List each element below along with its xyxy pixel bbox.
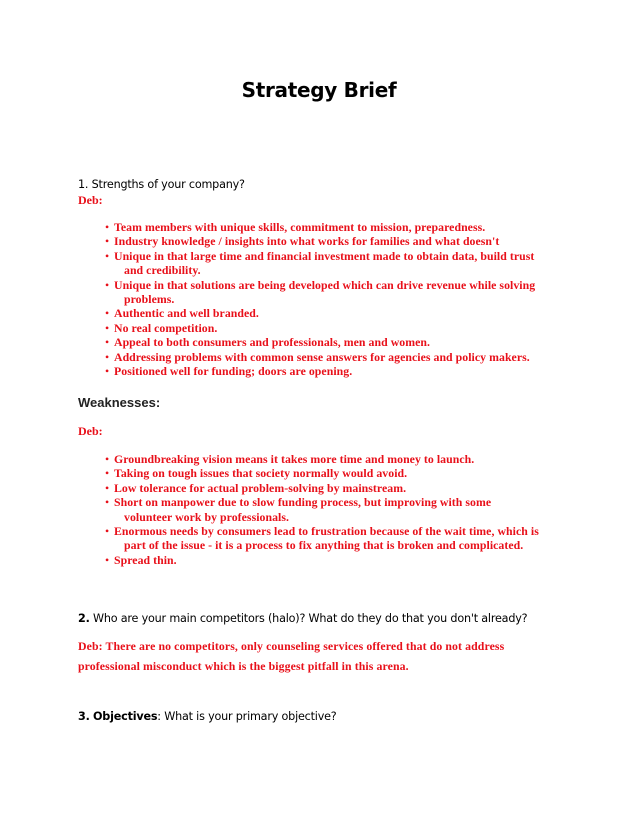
list-item <box>105 350 565 364</box>
list-item-text <box>114 524 565 553</box>
list-item-text <box>114 452 565 466</box>
bullet-icon: • <box>105 234 110 249</box>
list-item <box>105 495 565 524</box>
list-item-line: Unique in that large time and financial investment made to obtain data, build trust <box>114 248 535 263</box>
bullet-icon: • <box>105 277 110 292</box>
list-item-line: Appeal to both consumers and professionals, men and women. <box>114 335 430 350</box>
list-item-text <box>114 220 565 234</box>
objectives-label: Objectives <box>93 710 158 723</box>
bullet-icon: • <box>105 495 110 510</box>
list-item <box>105 278 565 307</box>
bullet-icon: • <box>105 364 110 379</box>
strengths-question <box>78 178 245 191</box>
list-item-line: Groundbreaking vision means it takes more time and money to launch. <box>114 452 475 466</box>
list-item-text <box>114 234 565 248</box>
bullet-icon: • <box>105 335 110 350</box>
list-item-text <box>114 335 565 349</box>
list-item-text <box>114 278 565 307</box>
strengths-number: 1. <box>78 178 89 191</box>
bullet-icon: • <box>105 306 110 321</box>
list-item-text <box>114 350 565 364</box>
strengths-deb-label: Deb: <box>78 193 103 207</box>
list-item-continuation: problems. <box>124 292 175 307</box>
list-item-line: No real competition. <box>114 320 218 335</box>
list-item <box>105 524 565 553</box>
strengths-question-text: Strengths of your company? <box>91 178 245 191</box>
bullet-icon: • <box>105 320 110 335</box>
objectives-number: 3. <box>78 710 90 723</box>
competitors-number: 2. <box>78 612 90 625</box>
list-item <box>105 466 565 480</box>
list-item-text <box>114 495 565 524</box>
weaknesses-heading: Weaknesses: <box>78 395 161 410</box>
list-item <box>105 321 565 335</box>
list-item-line: Taking on tough issues that society normally would avoid. <box>114 466 408 481</box>
list-item-text <box>114 321 565 335</box>
list-item <box>105 335 565 349</box>
list-item-continuation: volunteer work by professionals. <box>124 509 290 524</box>
competitors-question-text: Who are your main competitors (halo)? What do they do that you don't already? <box>93 612 528 625</box>
list-item <box>105 234 565 248</box>
list-item-line: Short on manpower due to slow funding process, but improving with some <box>114 495 492 510</box>
bullet-icon: • <box>105 248 110 263</box>
objectives-question <box>78 710 337 723</box>
list-item-line: Positioned well for funding; doors are opening. <box>114 364 353 379</box>
bullet-icon: • <box>105 524 110 539</box>
competitors-answer-line1: Deb: There are no competitors, only counseling services offered that do not address <box>78 639 505 653</box>
list-item-line: Addressing problems with common sense answers for agencies and policy makers. <box>114 349 530 364</box>
list-item-line: Spread thin. <box>114 552 177 567</box>
list-item <box>105 553 565 567</box>
list-item-continuation: and credibility. <box>124 263 201 278</box>
list-item-continuation: part of the issue - it is a process to fix anything that is broken and complicated. <box>124 538 524 553</box>
weaknesses-deb-label: Deb: <box>78 424 103 438</box>
list-item-text <box>114 481 565 495</box>
list-item-text <box>114 249 565 278</box>
list-item <box>105 249 565 278</box>
list-item <box>105 306 565 320</box>
list-item-line: Team members with unique skills, commitment to mission, preparedness. <box>114 220 486 234</box>
objectives-question-text: : What is your primary objective? <box>157 710 337 723</box>
list-item-text <box>114 553 565 567</box>
bullet-icon: • <box>105 349 110 364</box>
list-item-text <box>114 364 565 378</box>
bullet-icon: • <box>105 220 110 234</box>
bullet-icon: • <box>105 480 110 495</box>
page-title: Strategy Brief <box>241 78 397 102</box>
list-item <box>105 481 565 495</box>
weaknesses-list <box>105 452 565 567</box>
list-item-line: Low tolerance for actual problem-solving by mainstream. <box>114 480 407 495</box>
competitors-question <box>78 612 527 625</box>
list-item <box>105 364 565 378</box>
competitors-answer <box>78 636 558 676</box>
competitors-answer-line2: professional misconduct which is the biggest pitfall in this arena. <box>78 659 409 673</box>
list-item-line: Unique in that solutions are being developed which can drive revenue while solving <box>114 277 536 292</box>
list-item-line: Authentic and well branded. <box>114 306 259 321</box>
strengths-list <box>105 220 565 378</box>
list-item <box>105 220 565 234</box>
bullet-icon: • <box>105 552 110 567</box>
list-item-line: Enormous needs by consumers lead to frustration because of the wait time, which is <box>114 524 539 539</box>
list-item-text <box>114 466 565 480</box>
bullet-icon: • <box>105 466 110 481</box>
list-item-line: Industry knowledge / insights into what works for families and what doesn't <box>114 234 500 249</box>
list-item-text <box>114 306 565 320</box>
bullet-icon: • <box>105 452 110 466</box>
list-item <box>105 452 565 466</box>
